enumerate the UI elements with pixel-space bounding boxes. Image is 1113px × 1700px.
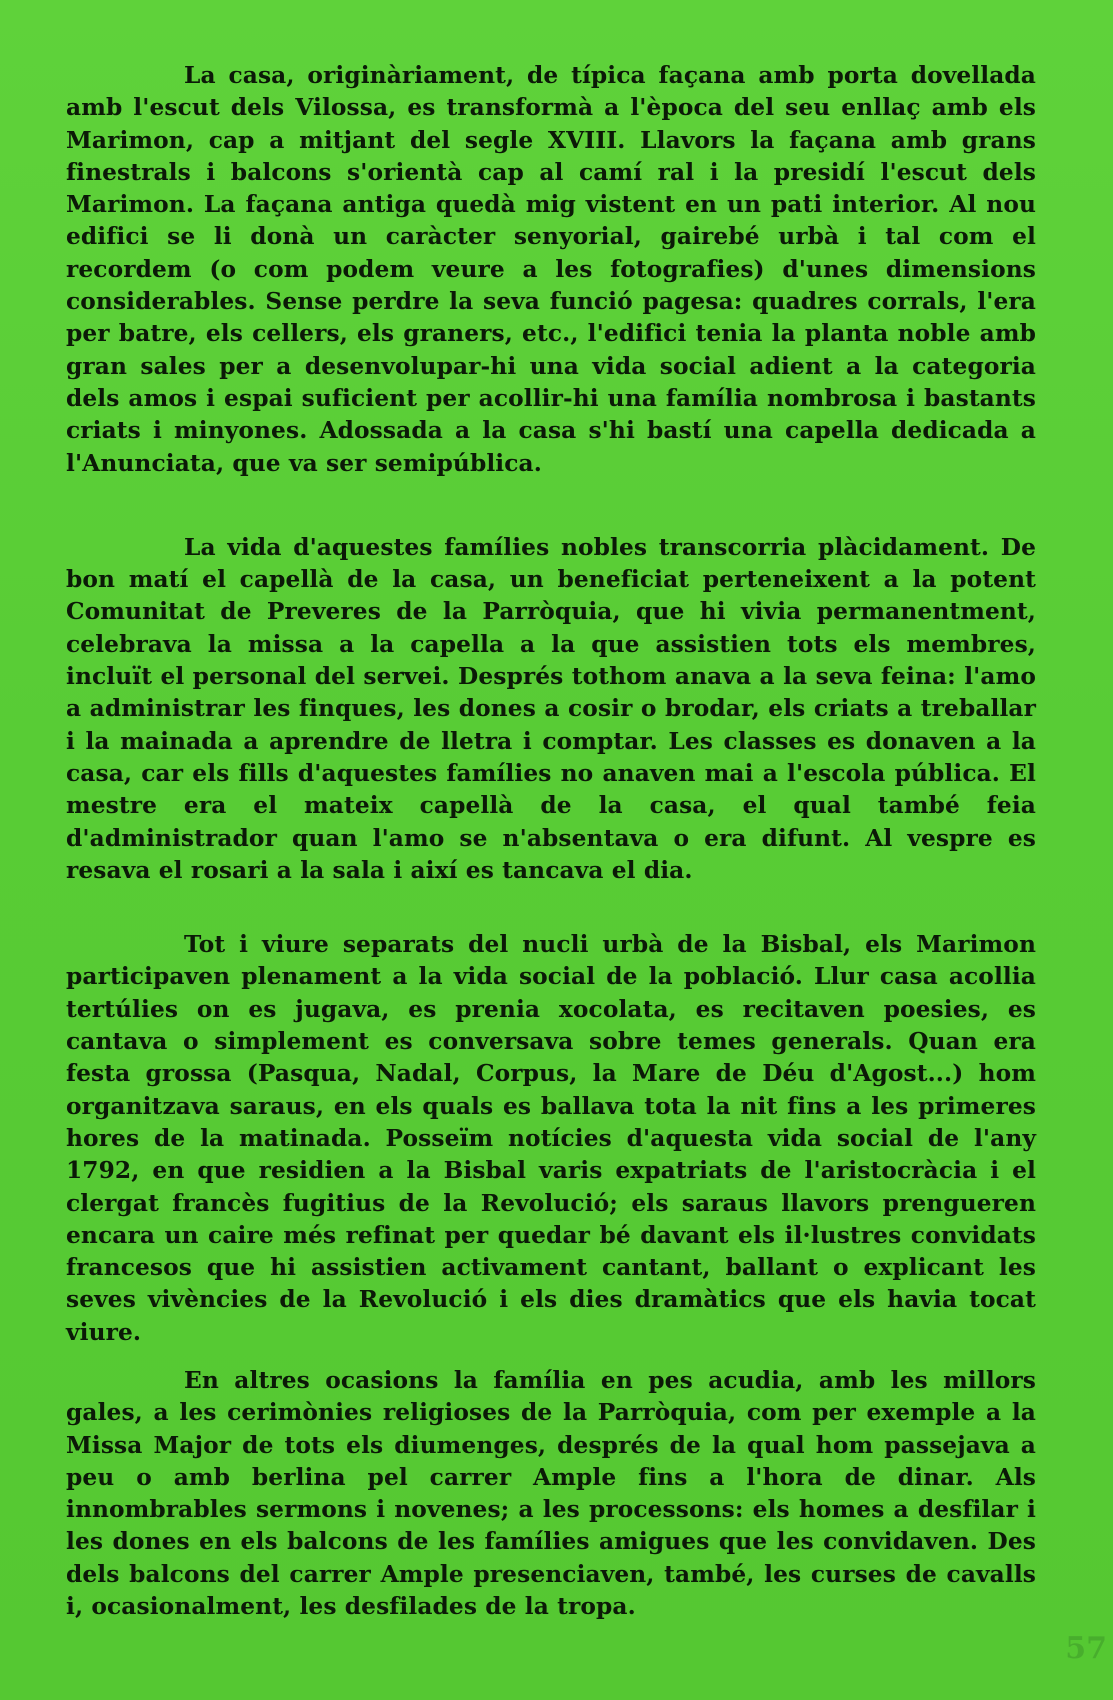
paragraph-religious-events: En altres ocasions la família en pes acudia, amb les millors gales, a les cerimònies religioses de la Parròquia, com per exemple a la Missa Major de tots els diumenges, després de la qual hom passejava a peu o amb berlina pel carrer Ample fins a l'hora de dinar. Als innombrables sermons i novenes; a les processons: els homes a desfilar i les dones en els balcons de les famílies amigues que les convidaven. Des dels balcons del carrer Ample presenciaven, també, les curses de cavalls i, ocasionalment, les desfilades de la tropa. [66,1366,1036,1621]
page-number: 57 [1065,1631,1107,1666]
paragraph-daily-life: La vida d'aquestes famílies nobles transcorria plàcidament. De bon matí el capellà de la casa, un beneficiat perteneixent a la potent Comunitat de Preveres de la Parròquia, que hi vivia permanentment, celebrava la missa a la capella a la que assistien tots els membres, incluït el personal del servei. Després tothom anava a la seva feina: l'amo a administrar les finques, les dones a cosir o brodar, els criats a treballar i la mainada a aprendre de lletra i comptar. Les classes es donaven a la casa, car els fills d'aquestes famílies no anaven mai a l'escola pública. El mestre era el mateix capellà de la casa, el qual també feia d'administrador quan l'amo se n'absentava o era difunt. Al vespre es resava el rosari a la sala i així es tancava el dia. [66,533,1036,884]
document-page [66,60,1036,1623]
paragraph-social-life: Tot i viure separats del nucli urbà de la Bisbal, els Marimon participaven plenament a la vida social de la població. Llur casa acollia tertúlies on es jugava, es prenia xocolata, es recitaven poesies, es cantava o simplement es conversava sobre temes generals. Quan era festa grossa (Pasqua, Nadal, Corpus, la Mare de Déu d'Agost...) hom organitzava saraus, en els quals es ballava tota la nit fins a les primeres hores de la matinada. Posseïm notícies d'aquesta vida social de l'any 1792, en que residien a la Bisbal varis expatriats de l'aristocràcia i el clergat francès fugitius de la Revolució; els saraus llavors prengueren encara un caire més refinat per quedar bé davant els il·lustres convidats francesos que hi assistien activament cantant, ballant o explicant les seves vivències de la Revolució i els dies dramàtics que els havia tocat viure. [66,931,1036,1346]
paragraph-house-history: La casa, originàriament, de típica façana amb porta dovellada amb l'escut dels Vilossa, es transformà a l'època del seu enllaç amb els Marimon, cap a mitjant del segle XVIII. Llavors la façana amb grans finestrals i balcons s'orientà cap al camí ral i la presidí l'escut dels Marimon. La façana antiga quedà mig vistent en un pati interior. Al nou edifici se li donà un caràcter senyorial, gairebé urbà i tal com el recordem (o com podem veure a les fotografies) d'unes dimensions considerables. Sense perdre la seva funció pagesa: quadres corrals, l'era per batre, els cellers, els graners, etc., l'edifici tenia la planta noble amb gran sales per a desenvolupar-hi una vida social adient a la categoria dels amos i espai suficient per acollir-hi una família nombrosa i bastants criats i minyones. Adossada a la casa s'hi bastí una capella dedicada a l'Anunciata, que va ser semipública. [66,62,1036,477]
